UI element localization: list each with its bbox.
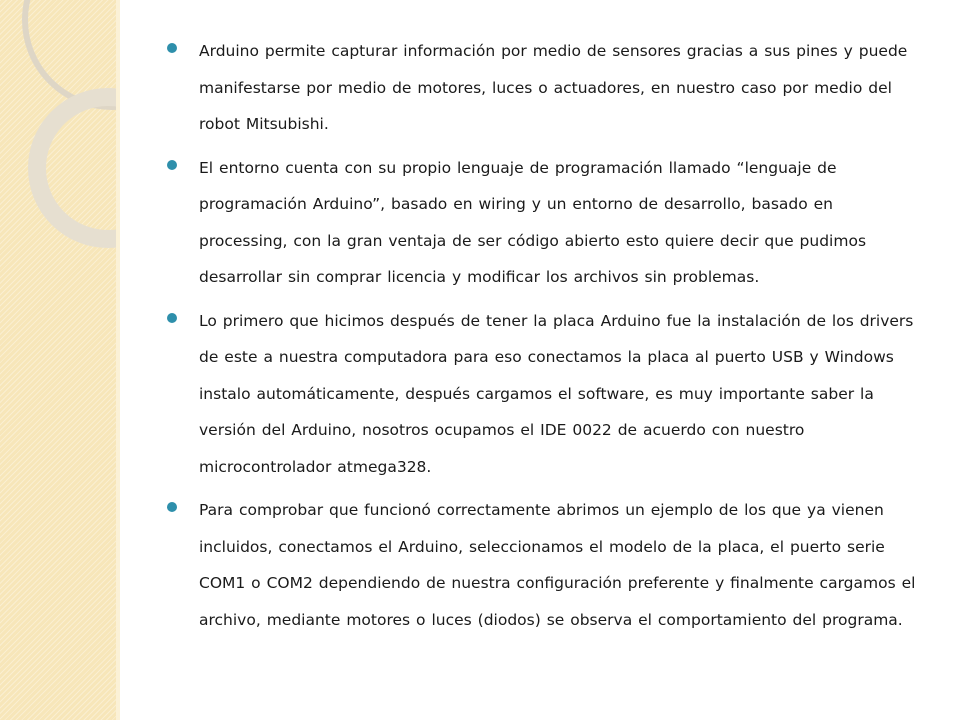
bullet-item-4	[160, 492, 920, 638]
bullet-dot-icon	[167, 43, 177, 53]
bullet-text: Arduino permite capturar información por medio de sensores gracias a sus pines y puede manifestarse por medio de motores, luces o actuadores, en nuestro caso por medio del robot Mitsubishi.	[199, 42, 908, 133]
bullet-dot-icon	[167, 160, 177, 170]
decorative-sidebar	[0, 0, 120, 720]
bullet-dot-icon	[167, 313, 177, 323]
bullet-text: Para comprobar que funcionó correctamente abrimos un ejemplo de los que ya vienen incluidos, conectamos el Arduino, seleccionamos el modelo de la placa, el puerto serie COM1 o COM2 dependiendo de nuestra configuración preferente y finalmente cargamos el archivo, mediante motores o luces (diodos) se observa el comportamiento del programa.	[199, 501, 916, 629]
bullet-list	[160, 33, 920, 645]
bullet-item-1	[160, 33, 920, 143]
bullet-item-3	[160, 303, 920, 486]
sidebar-edge	[116, 0, 120, 720]
bullet-text: Lo primero que hicimos después de tener la placa Arduino fue la instalación de los drivers de este a nuestra computadora para eso conectamos la placa al puerto USB y Windows instalo automáticamente, después cargamos el software, es muy importante saber la versión del Arduino, nosotros ocupamos el IDE 0022 de acuerdo con nuestro microcontrolador atmega328.	[199, 311, 914, 476]
bullet-item-2	[160, 150, 920, 296]
decorative-circle-ring	[28, 88, 120, 248]
bullet-text: El entorno cuenta con su propio lenguaje de programación llamado “lenguaje de programación Arduino”, basado en wiring y un entorno de desarrollo, basado en processing, con la gran ventaja de ser código abierto esto quiere decir que pudimos desarrollar sin comprar licencia y modificar los archivos sin problemas.	[199, 158, 867, 286]
bullet-dot-icon	[167, 502, 177, 512]
